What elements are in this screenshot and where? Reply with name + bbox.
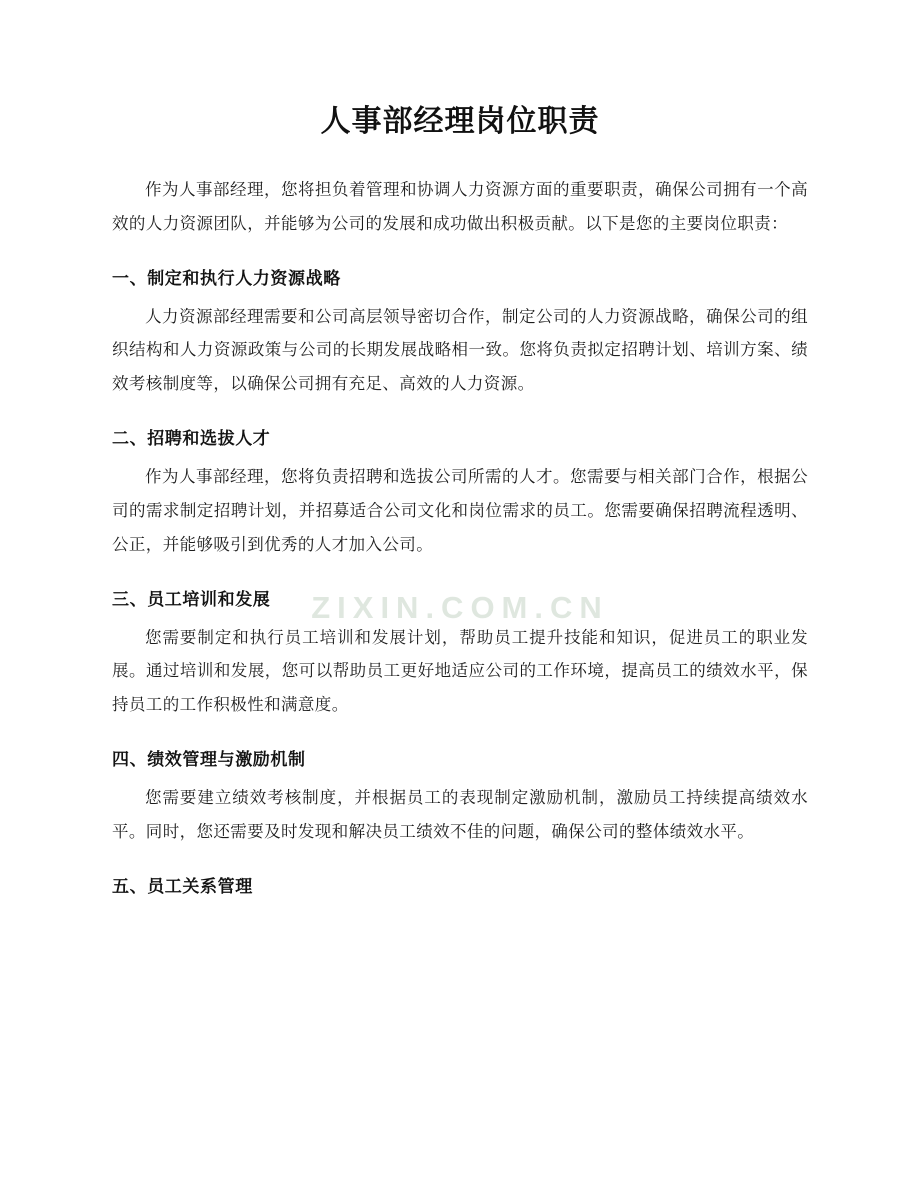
section-body-1: 人力资源部经理需要和公司高层领导密切合作，制定公司的人力资源战略，确保公司的组织结构和人力资源政策与公司的长期发展战略相一致。您将负责拟定招聘计划、培训方案、绩效考核制度等，以确保公司拥有充足、高效的人力资源。 <box>112 307 808 394</box>
section-heading-2: 二、招聘和选拔人才 <box>112 429 271 449</box>
section-heading-5: 五、员工关系管理 <box>112 876 253 896</box>
intro-paragraph: 作为人事部经理，您将担负着管理和协调人力资源方面的重要职责，确保公司拥有一个高效的人力资源团队，并能够为公司的发展和成功做出积极贡献。以下是您的主要岗位职责： <box>112 181 808 233</box>
page-title: 人事部经理岗位职责 <box>320 105 600 138</box>
watermark-text: ZIXIN.COM.CN <box>311 590 609 625</box>
document-body <box>112 96 808 909</box>
section-body-3: 您需要制定和执行员工培训和发展计划，帮助员工提升技能和知识，促进员工的职业发展。通过培训和发展，您可以帮助员工更好地适应公司的工作环境，提高员工的绩效水平，保持员工的工作积极性和满意度。 <box>112 628 808 715</box>
section-heading-1: 一、制定和执行人力资源战略 <box>112 268 341 288</box>
section-heading-3: 三、员工培训和发展 <box>112 589 271 609</box>
section-body-4: 您需要建立绩效考核制度，并根据员工的表现制定激励机制，激励员工持续提高绩效水平。同时，您还需要及时发现和解决员工绩效不佳的问题，确保公司的整体绩效水平。 <box>112 788 808 841</box>
section-body-2: 作为人事部经理，您将负责招聘和选拔公司所需的人才。您需要与相关部门合作，根据公司的需求制定招聘计划，并招募适合公司文化和岗位需求的员工。您需要确保招聘流程透明、公正，并能够吸引到优秀的人才加入公司。 <box>112 468 808 554</box>
section-heading-4: 四、绩效管理与激励机制 <box>112 749 306 769</box>
